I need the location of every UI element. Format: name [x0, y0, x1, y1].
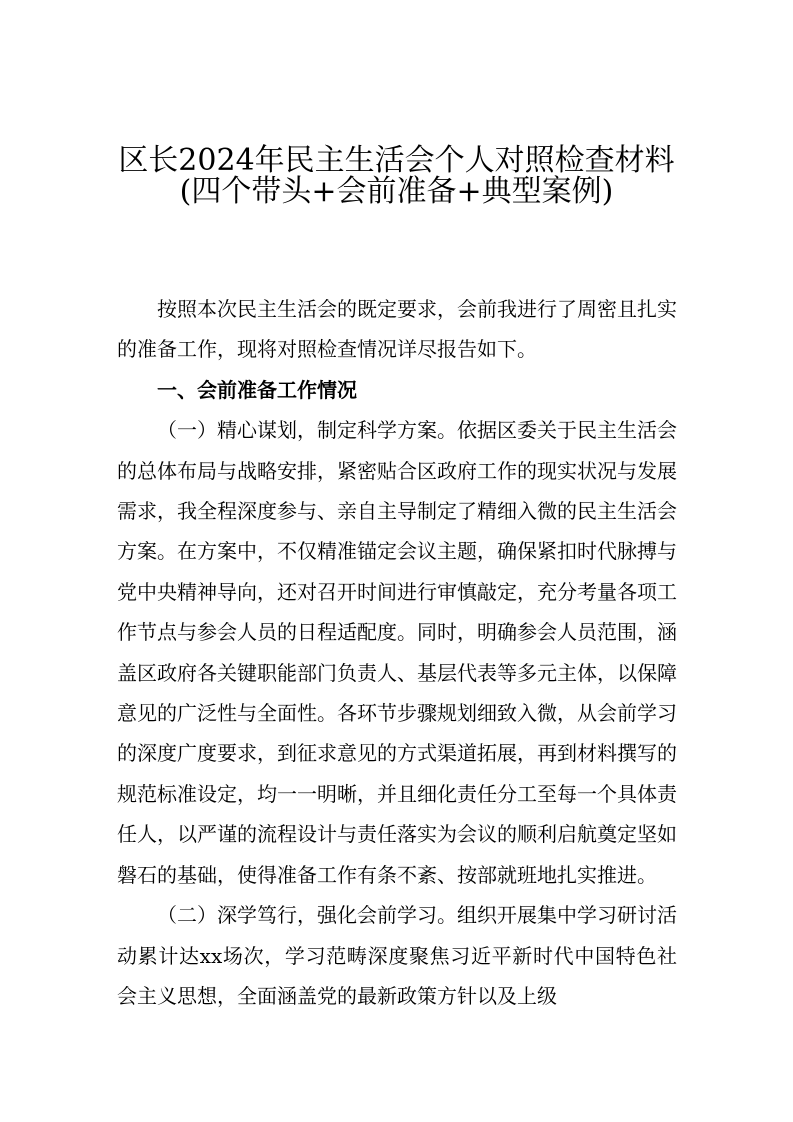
item-2-heading: （二）深学笃行，强化会前学习。 [157, 903, 457, 928]
item-2-paragraph [117, 895, 677, 1016]
intro-paragraph: 按照本次民主生活会的既定要求，会前我进行了周密且扎实的准备工作，现将对照检查情况详尽报告如下。 [117, 297, 677, 362]
section-1-heading: 一、会前准备工作情况 [157, 377, 357, 402]
item-1-paragraph [117, 410, 677, 895]
item-1-body: 依据区委关于民主生活会的总体布局与战略安排，紧密贴合区政府工作的现实状况与发展需求，我全程深度参与、亲自主导制定了精细入微的民主生活会方案。在方案中，不仅精准锚定会议主题，确保紧扣时代脉搏与党中央精神导向，还对召开时间进行审慎敲定，充分考量各项工作节点与参会人员的日程适配度。同时，明确参会人员范围，涵盖区政府各关键职能部门负责人、基层代表等多元主体，以保障意见的广泛性与全面性。各环节步骤规划细致入微，从会前学习的深度广度要求，到征求意见的方式渠道拓展，再到材料撰写的规范标准设定，均一一明晰，并且细化责任分工至每一个具体责任人，以严谨的流程设计与责任落实为会议的顺利启航奠定坚如磐石的基础，使得准备工作有条不紊、按部就班地扎实推进。 [117, 418, 677, 887]
document-body [117, 289, 677, 1016]
item-2-body: 组织开展集中学习研讨活动累计达xx场次，学习范畴深度聚焦习近平新时代中国特色社会主义思想，全面涵盖党的最新政策方针以及上级 [117, 903, 677, 1008]
document-title-line-1: 区长2024年民主生活会个人对照检查材料 [118, 143, 675, 178]
document-title-line-2: (四个带头+会前准备+典型案例) [179, 174, 614, 209]
item-1-heading: （一）精心谋划，制定科学方案。 [157, 418, 457, 443]
